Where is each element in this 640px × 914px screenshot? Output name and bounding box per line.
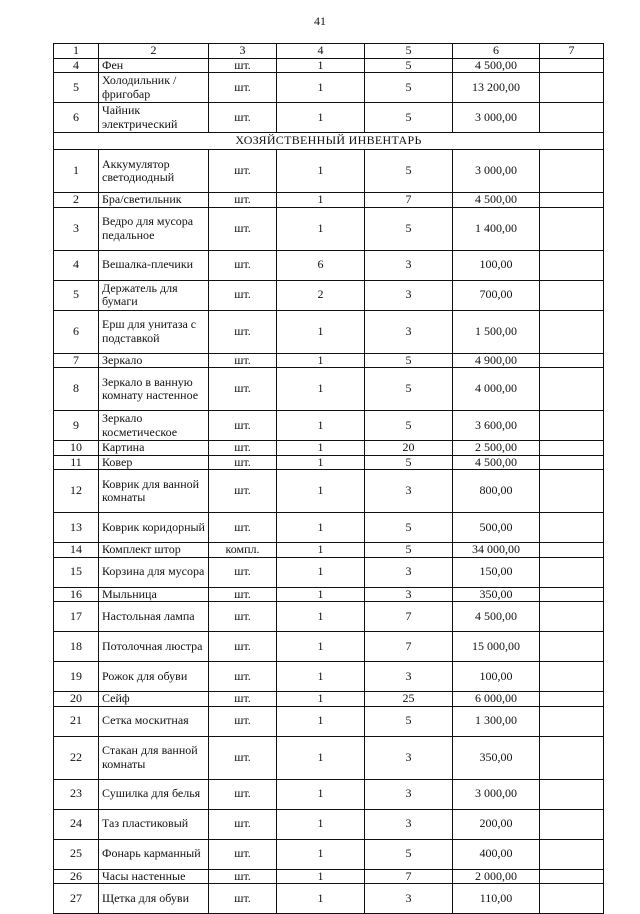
note-cell <box>540 602 604 632</box>
unit-cell: шт. <box>209 632 277 662</box>
note-cell <box>540 557 604 587</box>
service-life-cell: 7 <box>365 632 453 662</box>
service-life-cell: 5 <box>365 150 453 193</box>
unit-cell: шт. <box>209 706 277 736</box>
service-life-cell: 3 <box>365 310 453 353</box>
price-cell: 350,00 <box>453 587 540 602</box>
unit-cell: шт. <box>209 58 277 73</box>
row-number-cell: 6 <box>54 310 99 353</box>
quantity-cell: 1 <box>277 368 365 411</box>
row-number-cell: 1 <box>54 150 99 193</box>
quantity-cell: 1 <box>277 207 365 250</box>
unit-cell: шт. <box>209 470 277 513</box>
note-cell <box>540 441 604 456</box>
price-cell: 15 000,00 <box>453 632 540 662</box>
table-row <box>54 543 604 558</box>
table-row <box>54 662 604 692</box>
row-number-cell: 13 <box>54 513 99 543</box>
note-cell <box>540 662 604 692</box>
service-life-cell: 5 <box>365 543 453 558</box>
price-cell: 1 400,00 <box>453 207 540 250</box>
price-cell: 350,00 <box>453 736 540 779</box>
quantity-cell: 1 <box>277 869 365 884</box>
quantity-cell: 1 <box>277 513 365 543</box>
item-name-cell: Ведро для мусора педальное <box>99 207 209 250</box>
service-life-cell: 3 <box>365 779 453 809</box>
unit-cell: шт. <box>209 662 277 692</box>
note-cell <box>540 632 604 662</box>
price-cell: 100,00 <box>453 662 540 692</box>
price-cell: 400,00 <box>453 839 540 869</box>
quantity-cell: 1 <box>277 557 365 587</box>
table-row <box>54 869 604 884</box>
header-cell: 5 <box>365 44 453 59</box>
note-cell <box>540 58 604 73</box>
unit-cell: шт. <box>209 455 277 470</box>
unit-cell: шт. <box>209 193 277 208</box>
unit-cell: шт. <box>209 411 277 441</box>
item-name-cell: Комплект штор <box>99 543 209 558</box>
quantity-cell: 1 <box>277 587 365 602</box>
unit-cell: шт. <box>209 368 277 411</box>
price-cell: 3 000,00 <box>453 103 540 133</box>
note-cell <box>540 280 604 310</box>
note-cell <box>540 250 604 280</box>
table-row <box>54 411 604 441</box>
quantity-cell: 1 <box>277 884 365 914</box>
row-number-cell: 23 <box>54 779 99 809</box>
row-number-cell: 2 <box>54 193 99 208</box>
service-life-cell: 20 <box>365 441 453 456</box>
item-name-cell: Зеркало <box>99 353 209 368</box>
table-row <box>54 441 604 456</box>
note-cell <box>540 411 604 441</box>
table-row <box>54 455 604 470</box>
row-number-cell: 27 <box>54 884 99 914</box>
row-number-cell: 18 <box>54 632 99 662</box>
quantity-cell: 1 <box>277 58 365 73</box>
unit-cell: шт. <box>209 692 277 707</box>
item-name-cell: Таз пластиковый <box>99 809 209 839</box>
service-life-cell: 5 <box>365 706 453 736</box>
item-name-cell: Корзина для мусора <box>99 557 209 587</box>
row-number-cell: 5 <box>54 280 99 310</box>
row-number-cell: 20 <box>54 692 99 707</box>
unit-cell: шт. <box>209 809 277 839</box>
service-life-cell: 5 <box>365 207 453 250</box>
note-cell <box>540 869 604 884</box>
header-cell: 4 <box>277 44 365 59</box>
service-life-cell: 3 <box>365 662 453 692</box>
service-life-cell: 3 <box>365 280 453 310</box>
item-name-cell: Фонарь карманный <box>99 839 209 869</box>
quantity-cell: 1 <box>277 455 365 470</box>
service-life-cell: 3 <box>365 809 453 839</box>
item-name-cell: Сетка москитная <box>99 706 209 736</box>
price-cell: 3 000,00 <box>453 779 540 809</box>
row-number-cell: 15 <box>54 557 99 587</box>
item-name-cell: Картина <box>99 441 209 456</box>
unit-cell: шт. <box>209 557 277 587</box>
note-cell <box>540 310 604 353</box>
note-cell <box>540 103 604 133</box>
quantity-cell: 1 <box>277 543 365 558</box>
service-life-cell: 5 <box>365 58 453 73</box>
header-cell: 6 <box>453 44 540 59</box>
note-cell <box>540 353 604 368</box>
row-number-cell: 25 <box>54 839 99 869</box>
unit-cell: шт. <box>209 280 277 310</box>
table-row <box>54 706 604 736</box>
unit-cell: шт. <box>209 441 277 456</box>
price-cell: 1 300,00 <box>453 706 540 736</box>
table-row <box>54 58 604 73</box>
note-cell <box>540 736 604 779</box>
service-life-cell: 5 <box>365 839 453 869</box>
quantity-cell: 1 <box>277 310 365 353</box>
note-cell <box>540 809 604 839</box>
price-cell: 1 500,00 <box>453 310 540 353</box>
row-number-cell: 17 <box>54 602 99 632</box>
service-life-cell: 5 <box>365 455 453 470</box>
price-cell: 4 500,00 <box>453 193 540 208</box>
table-row <box>54 368 604 411</box>
table-row <box>54 250 604 280</box>
item-name-cell: Стакан для ванной комнаты <box>99 736 209 779</box>
unit-cell: шт. <box>209 73 277 103</box>
row-number-cell: 14 <box>54 543 99 558</box>
row-number-cell: 9 <box>54 411 99 441</box>
service-life-cell: 3 <box>365 587 453 602</box>
quantity-cell: 1 <box>277 602 365 632</box>
unit-cell: шт. <box>209 353 277 368</box>
service-life-cell: 3 <box>365 470 453 513</box>
service-life-cell: 5 <box>365 368 453 411</box>
price-cell: 3 600,00 <box>453 411 540 441</box>
unit-cell: шт. <box>209 736 277 779</box>
unit-cell: шт. <box>209 587 277 602</box>
table-row <box>54 353 604 368</box>
row-number-cell: 11 <box>54 455 99 470</box>
price-cell: 700,00 <box>453 280 540 310</box>
table-row <box>54 193 604 208</box>
unit-cell: шт. <box>209 779 277 809</box>
header-cell: 2 <box>99 44 209 59</box>
quantity-cell: 1 <box>277 73 365 103</box>
quantity-cell: 1 <box>277 193 365 208</box>
item-name-cell: Ковер <box>99 455 209 470</box>
note-cell <box>540 368 604 411</box>
note-cell <box>540 207 604 250</box>
section-row <box>54 133 604 150</box>
note-cell <box>540 839 604 869</box>
quantity-cell: 1 <box>277 411 365 441</box>
table-row <box>54 207 604 250</box>
quantity-cell: 6 <box>277 250 365 280</box>
unit-cell: шт. <box>209 103 277 133</box>
table-row <box>54 557 604 587</box>
table-row <box>54 103 604 133</box>
price-cell: 4 500,00 <box>453 602 540 632</box>
table-header-row <box>54 44 604 59</box>
unit-cell: шт. <box>209 884 277 914</box>
table-row <box>54 470 604 513</box>
row-number-cell: 7 <box>54 353 99 368</box>
item-name-cell: Зеркало косметическое <box>99 411 209 441</box>
quantity-cell: 1 <box>277 692 365 707</box>
service-life-cell: 5 <box>365 353 453 368</box>
unit-cell: шт. <box>209 310 277 353</box>
item-name-cell: Вешалка-плечики <box>99 250 209 280</box>
item-name-cell: Чайник электрический <box>99 103 209 133</box>
item-name-cell: Потолочная люстра <box>99 632 209 662</box>
table-row <box>54 73 604 103</box>
service-life-cell: 5 <box>365 411 453 441</box>
item-name-cell: Коврик для ванной комнаты <box>99 470 209 513</box>
item-name-cell: Мыльница <box>99 587 209 602</box>
service-life-cell: 7 <box>365 602 453 632</box>
table-row <box>54 692 604 707</box>
quantity-cell: 1 <box>277 662 365 692</box>
table-row <box>54 310 604 353</box>
table-row <box>54 587 604 602</box>
quantity-cell: 1 <box>277 839 365 869</box>
quantity-cell: 1 <box>277 441 365 456</box>
note-cell <box>540 470 604 513</box>
service-life-cell: 7 <box>365 193 453 208</box>
table-row <box>54 809 604 839</box>
table-row <box>54 150 604 193</box>
quantity-cell: 1 <box>277 736 365 779</box>
price-cell: 4 900,00 <box>453 353 540 368</box>
price-cell: 200,00 <box>453 809 540 839</box>
item-name-cell: Настольная лампа <box>99 602 209 632</box>
price-cell: 2 500,00 <box>453 441 540 456</box>
price-cell: 4 500,00 <box>453 455 540 470</box>
service-life-cell: 5 <box>365 103 453 133</box>
row-number-cell: 4 <box>54 58 99 73</box>
service-life-cell: 3 <box>365 884 453 914</box>
header-cell: 7 <box>540 44 604 59</box>
service-life-cell: 3 <box>365 557 453 587</box>
row-number-cell: 16 <box>54 587 99 602</box>
price-cell: 2 000,00 <box>453 869 540 884</box>
note-cell <box>540 692 604 707</box>
unit-cell: шт. <box>209 250 277 280</box>
price-cell: 500,00 <box>453 513 540 543</box>
header-cell: 1 <box>54 44 99 59</box>
unit-cell: шт. <box>209 150 277 193</box>
unit-cell: шт. <box>209 869 277 884</box>
page-number: 41 <box>314 14 326 28</box>
quantity-cell: 1 <box>277 353 365 368</box>
price-cell: 34 000,00 <box>453 543 540 558</box>
item-name-cell: Сейф <box>99 692 209 707</box>
table-row <box>54 280 604 310</box>
note-cell <box>540 706 604 736</box>
row-number-cell: 4 <box>54 250 99 280</box>
service-life-cell: 7 <box>365 869 453 884</box>
item-name-cell: Зеркало в ванную комнату настенное <box>99 368 209 411</box>
item-name-cell: Бра/светильник <box>99 193 209 208</box>
note-cell <box>540 513 604 543</box>
note-cell <box>540 884 604 914</box>
section-title: ХОЗЯЙСТВЕННЫЙ ИНВЕНТАРЬ <box>54 133 604 150</box>
row-number-cell: 10 <box>54 441 99 456</box>
item-name-cell: Рожок для обуви <box>99 662 209 692</box>
row-number-cell: 3 <box>54 207 99 250</box>
table-row <box>54 602 604 632</box>
unit-cell: шт. <box>209 207 277 250</box>
quantity-cell: 1 <box>277 809 365 839</box>
price-cell: 100,00 <box>453 250 540 280</box>
item-name-cell: Фен <box>99 58 209 73</box>
price-cell: 800,00 <box>453 470 540 513</box>
service-life-cell: 3 <box>365 250 453 280</box>
unit-cell: компл. <box>209 543 277 558</box>
quantity-cell: 2 <box>277 280 365 310</box>
table-row <box>54 513 604 543</box>
price-cell: 110,00 <box>453 884 540 914</box>
inventory-table <box>53 43 604 914</box>
note-cell <box>540 587 604 602</box>
note-cell <box>540 193 604 208</box>
item-name-cell: Ерш для унитаза с подставкой <box>99 310 209 353</box>
unit-cell: шт. <box>209 602 277 632</box>
header-cell: 3 <box>209 44 277 59</box>
item-name-cell: Аккумулятор светодиодный <box>99 150 209 193</box>
note-cell <box>540 779 604 809</box>
row-number-cell: 22 <box>54 736 99 779</box>
service-life-cell: 5 <box>365 513 453 543</box>
service-life-cell: 3 <box>365 736 453 779</box>
quantity-cell: 1 <box>277 103 365 133</box>
table-row <box>54 779 604 809</box>
quantity-cell: 1 <box>277 706 365 736</box>
row-number-cell: 26 <box>54 869 99 884</box>
service-life-cell: 5 <box>365 73 453 103</box>
note-cell <box>540 543 604 558</box>
item-name-cell: Сушилка для белья <box>99 779 209 809</box>
row-number-cell: 5 <box>54 73 99 103</box>
row-number-cell: 19 <box>54 662 99 692</box>
item-name-cell: Держатель для бумаги <box>99 280 209 310</box>
row-number-cell: 6 <box>54 103 99 133</box>
quantity-cell: 1 <box>277 779 365 809</box>
item-name-cell: Щетка для обуви <box>99 884 209 914</box>
note-cell <box>540 73 604 103</box>
unit-cell: шт. <box>209 839 277 869</box>
table-row <box>54 839 604 869</box>
quantity-cell: 1 <box>277 632 365 662</box>
table-row <box>54 632 604 662</box>
item-name-cell: Коврик коридорный <box>99 513 209 543</box>
note-cell <box>540 150 604 193</box>
quantity-cell: 1 <box>277 470 365 513</box>
note-cell <box>540 455 604 470</box>
table-row <box>54 736 604 779</box>
row-number-cell: 8 <box>54 368 99 411</box>
quantity-cell: 1 <box>277 150 365 193</box>
row-number-cell: 24 <box>54 809 99 839</box>
item-name-cell: Часы настенные <box>99 869 209 884</box>
price-cell: 6 000,00 <box>453 692 540 707</box>
price-cell: 150,00 <box>453 557 540 587</box>
service-life-cell: 25 <box>365 692 453 707</box>
price-cell: 13 200,00 <box>453 73 540 103</box>
price-cell: 4 500,00 <box>453 58 540 73</box>
price-cell: 4 000,00 <box>453 368 540 411</box>
item-name-cell: Холодильник / фригобар <box>99 73 209 103</box>
price-cell: 3 000,00 <box>453 150 540 193</box>
table-row <box>54 884 604 914</box>
unit-cell: шт. <box>209 513 277 543</box>
row-number-cell: 21 <box>54 706 99 736</box>
row-number-cell: 12 <box>54 470 99 513</box>
